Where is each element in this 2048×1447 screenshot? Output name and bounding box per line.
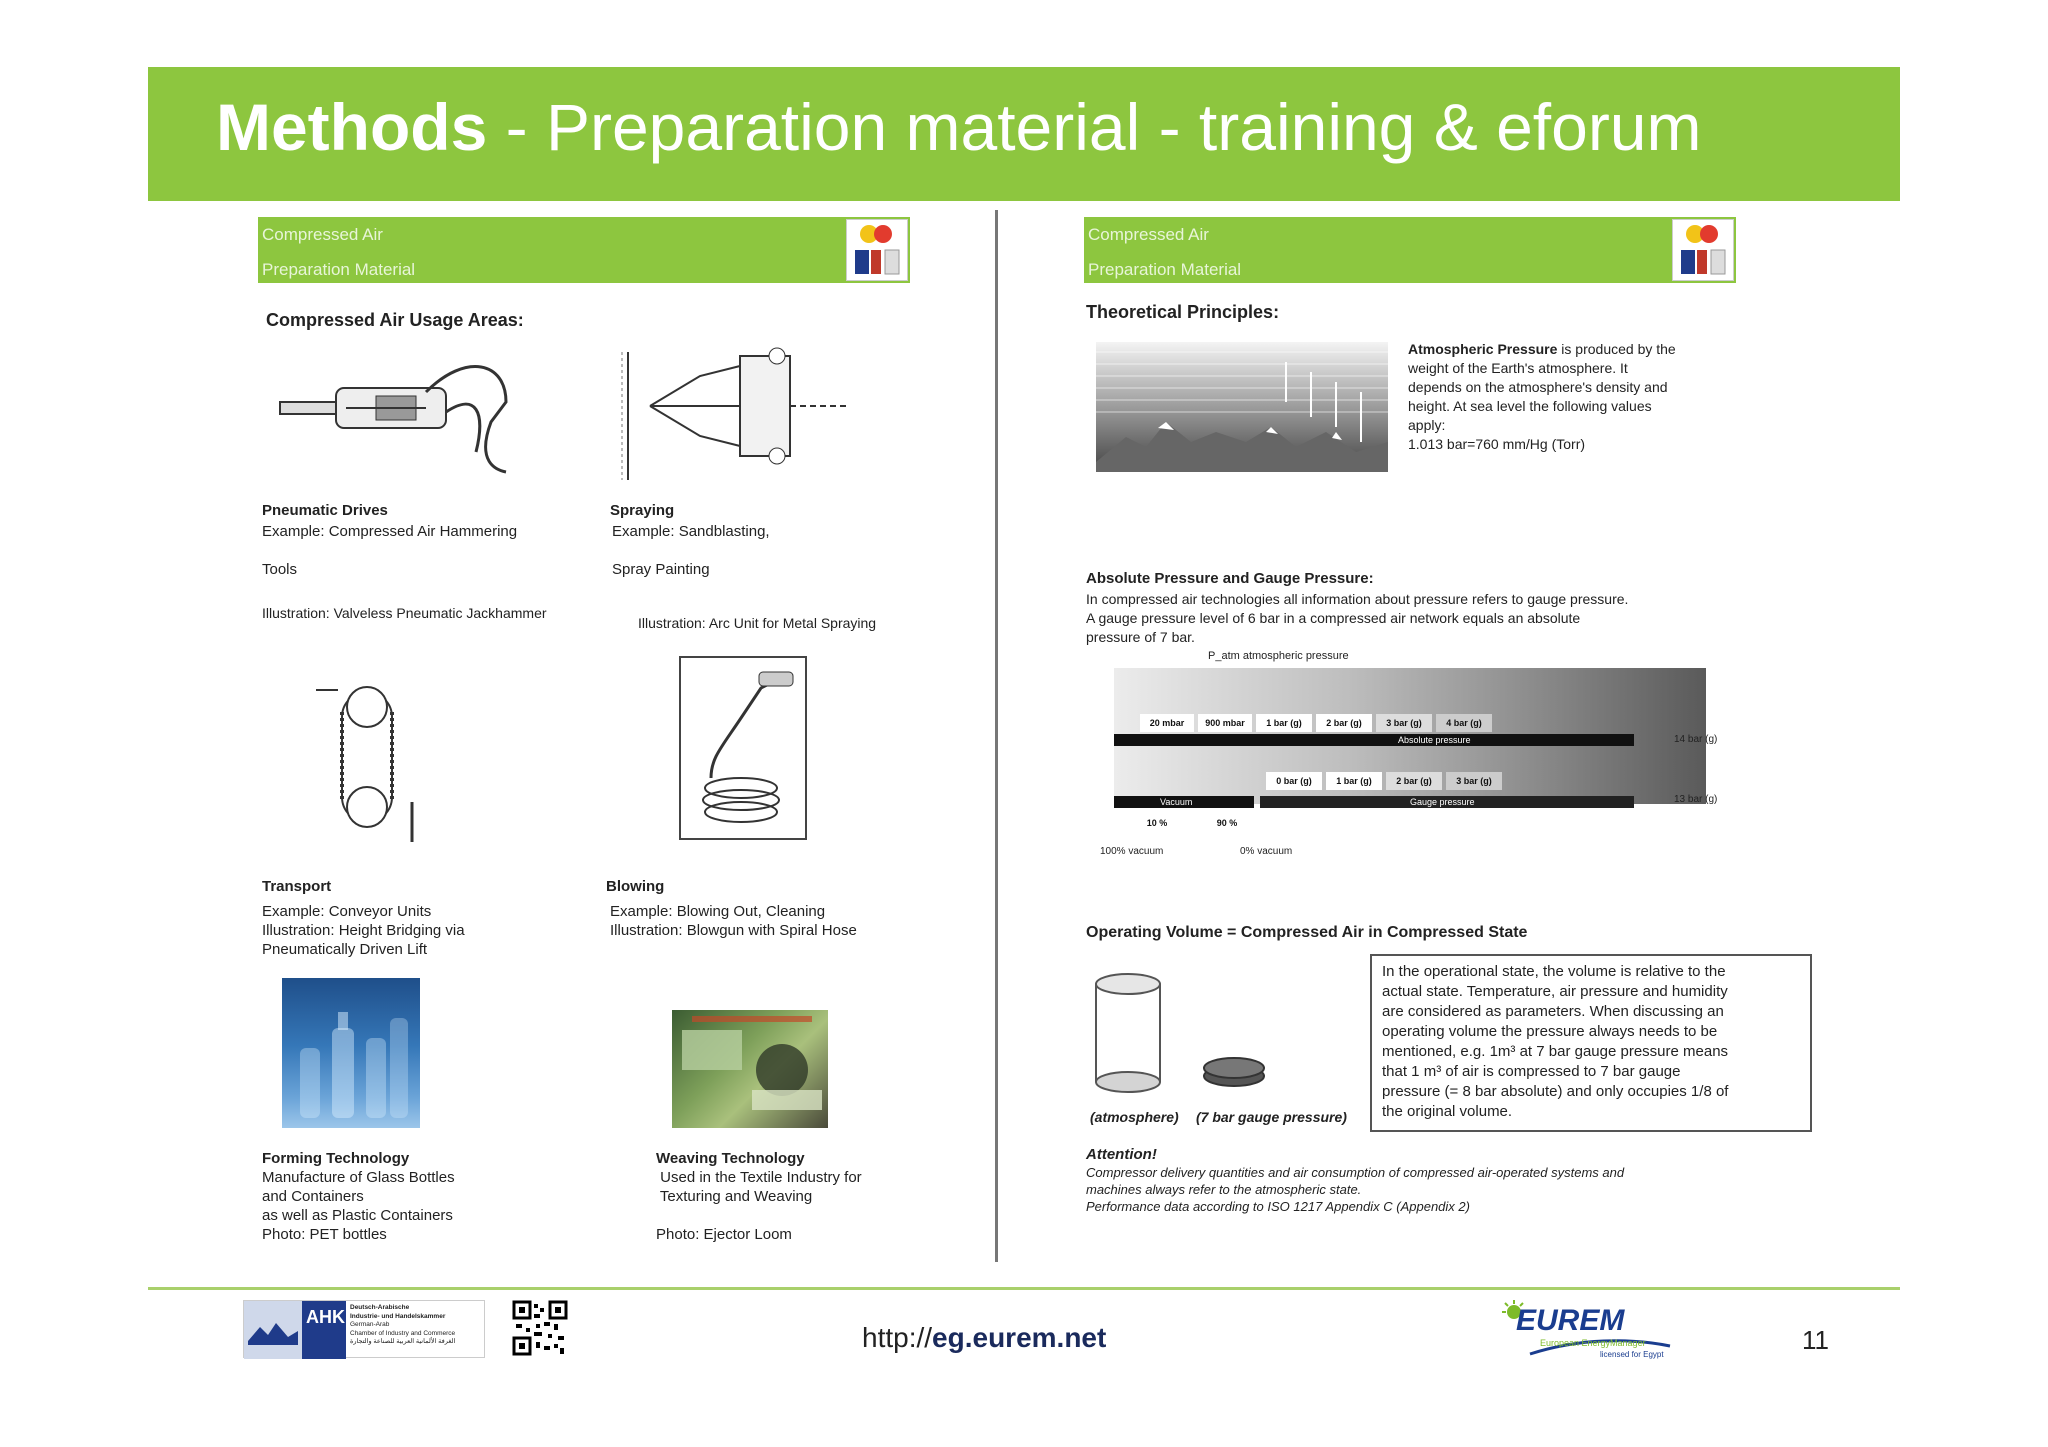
ahk-line: Chamber of Industry and Commerce: [350, 1329, 456, 1337]
atmosphere-label: (atmosphere): [1090, 1109, 1179, 1125]
ahk-line: German-Arab: [350, 1321, 390, 1328]
bottom-cells: [1142, 816, 1242, 830]
jackhammer-caption: Illustration: Valveless Pneumatic Jackhammer: [262, 605, 547, 621]
pressure-diagram: [1100, 650, 1750, 860]
pet-bottles-photo: [282, 978, 420, 1128]
vacuum-label: Vacuum: [1160, 797, 1193, 807]
forming-technology-text: Manufacture of Glass Bottles and Containers as well as Plastic Containers Photo: PET bottles: [262, 1169, 455, 1243]
right-header-line2: Preparation Material: [1088, 260, 1242, 279]
blowgun-frame: [679, 656, 807, 840]
vacuum-bar: [1114, 796, 1254, 808]
spraying-text: Example: Sandblasting, Spray Painting: [612, 523, 770, 578]
pneumatic-drives-title: Pneumatic Drives: [262, 502, 388, 519]
left-header-line1: Compressed Air: [262, 225, 383, 244]
qr-code-icon[interactable]: [512, 1300, 568, 1356]
row2-cell: 0 bar (g): [1266, 772, 1322, 790]
operating-volume-illustration: [1092, 972, 1292, 1102]
title-bold: Methods: [216, 90, 488, 164]
footer-url[interactable]: [862, 1322, 1106, 1354]
atmospheric-pressure-bold: Atmospheric Pressure: [1408, 341, 1558, 357]
row1-cells: [1140, 714, 1492, 732]
slide-title: [216, 89, 1702, 165]
url-domain: eg.eurem.net: [932, 1322, 1107, 1353]
row2-cell: 1 bar (g): [1326, 772, 1382, 790]
arc-unit-caption: Illustration: Arc Unit for Metal Spraying: [638, 615, 877, 631]
right-doc-logo: [1672, 219, 1734, 281]
attention-text: Compressor delivery quantities and air consumption of compressed air-operated systems and machines always refer to the atmospheric state. Performance data according to ISO 1217 Appendix C (Appendix 2): [1086, 1165, 1625, 1214]
ahk-logo: [243, 1300, 485, 1358]
gauge-pressure-bar: [1260, 796, 1634, 808]
eurem-license: licensed for Egypt: [1600, 1350, 1664, 1359]
forming-technology-title: Forming Technology: [262, 1150, 410, 1167]
spraying-title: Spraying: [610, 502, 675, 519]
jackhammer-illustration: [276, 352, 538, 478]
absolute-pressure-title: Absolute Pressure and Gauge Pressure:: [1086, 570, 1374, 587]
title-rest: - Preparation material - training & eforum: [487, 90, 1702, 164]
eurem-subtitle: European EnergyManager: [1540, 1338, 1646, 1348]
bottom-mid-label: 0% vacuum: [1240, 846, 1293, 857]
row2-cell: 2 bar (g): [1386, 772, 1442, 790]
left-section-title: Compressed Air Usage Areas:: [266, 310, 524, 330]
pneumatic-drives-text: Example: Compressed Air Hammering Tools: [262, 523, 518, 578]
ahk-line: Deutsch-Arabische: [350, 1304, 410, 1311]
left-doc-header: [258, 217, 910, 283]
atmospheric-pressure-body: is produced by the weight of the Earth's atmosphere. It depends on the atmosphere's density and height. At sea level the following values apply: 1.013 bar=760 mm/Hg (Torr): [1408, 341, 1676, 452]
operating-volume-title: Operating Volume = Compressed Air in Compressed State: [1086, 924, 1528, 941]
blowing-title: Blowing: [606, 878, 665, 895]
row1-cell: 20 mbar: [1140, 714, 1194, 732]
gauge-pressure-volume-label: (7 bar gauge pressure): [1196, 1109, 1347, 1125]
operating-volume-box: In the operational state, the volume is relative to the actual state. Temperature, air pressure and humidity are considered as parameters. When discussing an operating volume the pressure always needs to be mentioned, e.g. 1m³ at 7 bar gauge pressure means that 1 m³ of air is compressed to 7 bar gauge pressure (= 8 bar absolute) and only occupies 1/8 of the original volume.: [1370, 954, 1812, 1132]
conveyor-lift-illustration: [312, 672, 432, 848]
weaving-technology-text: Used in the Textile Industry for Texturing and Weaving Photo: Ejector Loom: [656, 1169, 862, 1243]
transport-text: Example: Conveyor Units Illustration: Height Bridging via Pneumatically Driven Lift: [262, 903, 465, 958]
absolute-pressure-text: In compressed air technologies all information about pressure refers to gauge pressure. A gauge pressure level of 6 bar in a compressed air network equals an absolute pressure of 7 bar.: [1086, 591, 1629, 645]
atmosphere-illustration: [1096, 342, 1388, 472]
right-header-line1: Compressed Air: [1088, 225, 1209, 244]
ahk-line: الغرفة الألمانية العربية للصناعة والتجارة: [350, 1338, 456, 1345]
gauge-pressure-label: Gauge pressure: [1410, 797, 1475, 807]
blowing-text: Example: Blowing Out, Cleaning Illustration: Blowgun with Spiral Hose: [610, 903, 857, 939]
diagram-top-label: P_atm atmospheric pressure: [1208, 650, 1349, 662]
row1-cell: 900 mbar: [1198, 714, 1252, 732]
right-section-title: Theoretical Principles:: [1086, 302, 1280, 322]
row2-cells: [1266, 772, 1502, 790]
right-doc-header: [1084, 217, 1736, 283]
atmospheric-pressure-text: [1408, 340, 1676, 454]
footer-divider: [148, 1287, 1900, 1290]
bottom-cell: 10 %: [1142, 816, 1172, 830]
absolute-pressure-label: Absolute pressure: [1398, 735, 1471, 745]
transport-title: Transport: [262, 878, 332, 895]
page-number: 11: [1802, 1325, 1829, 1355]
blowgun-illustration: [681, 658, 805, 838]
left-doc-logo: [846, 219, 908, 281]
bottom-cell: 90 %: [1212, 816, 1242, 830]
row1-cell: 4 bar (g): [1436, 714, 1492, 732]
ejector-loom-photo: [672, 1010, 828, 1128]
eurem-logo: [1500, 1298, 1678, 1364]
row2-right-label: 13 bar (g): [1674, 794, 1718, 805]
row1-cell: 1 bar (g): [1256, 714, 1312, 732]
row1-cell: 3 bar (g): [1376, 714, 1432, 732]
ahk-line: Industrie- und Handelskammer: [350, 1312, 446, 1320]
url-prefix: http://: [862, 1322, 933, 1353]
eurem-name: EUREM: [1516, 1304, 1625, 1337]
spraying-illustration: [610, 346, 860, 486]
weaving-technology-title: Weaving Technology: [656, 1150, 805, 1167]
attention-title: Attention!: [1086, 1146, 1157, 1163]
row1-right-label: 14 bar (g): [1674, 734, 1718, 745]
ahk-abbr: AHK: [302, 1301, 346, 1359]
absolute-pressure-bar: [1114, 734, 1634, 746]
left-header-line2: Preparation Material: [262, 260, 416, 279]
ahk-mountain-icon: [244, 1301, 302, 1359]
title-banner: [148, 67, 1900, 201]
column-divider: [995, 210, 998, 1262]
row1-cell: 2 bar (g): [1316, 714, 1372, 732]
ahk-text: [350, 1304, 455, 1347]
row2-cell: 3 bar (g): [1446, 772, 1502, 790]
bottom-left-label: 100% vacuum: [1100, 846, 1164, 857]
